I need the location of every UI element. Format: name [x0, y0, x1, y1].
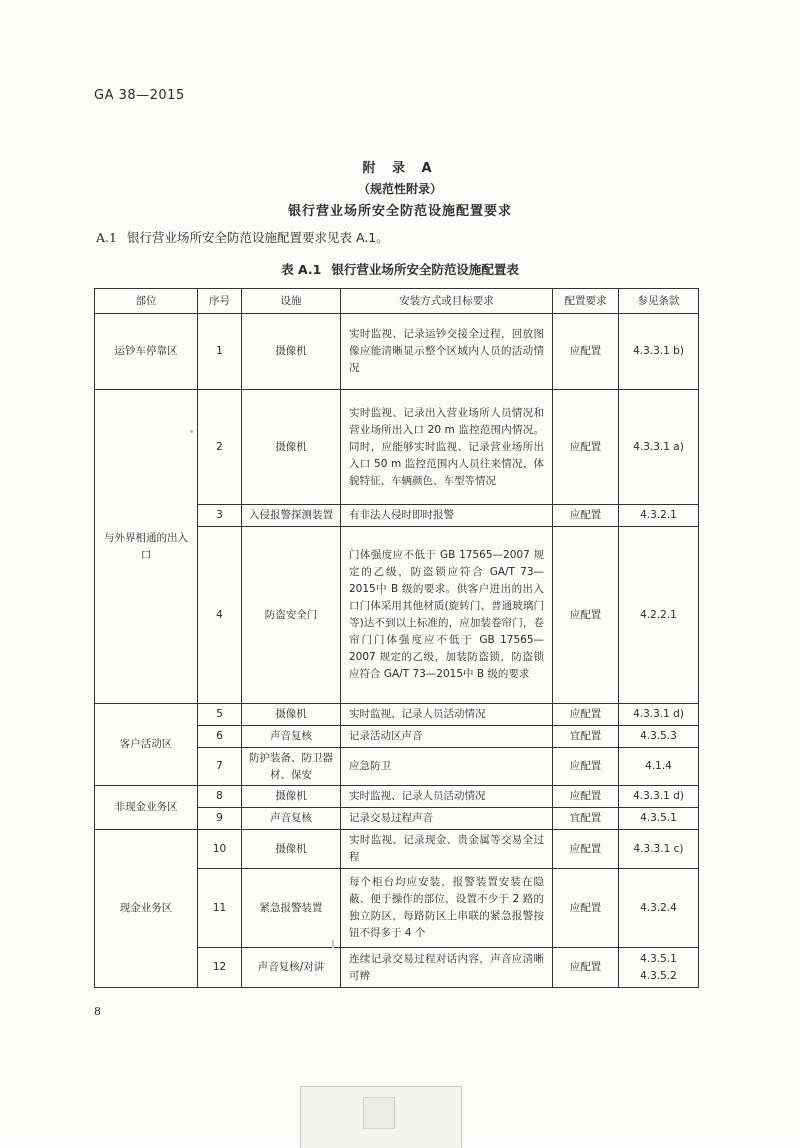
reference-cell: 4.3.2.1 — [619, 505, 699, 527]
requirement-cell: 实时监视、记录运钞交接全过程，回放图像应能清晰显示整个区域内人员的活动情况 — [341, 314, 553, 390]
header-config: 配置要求 — [553, 289, 619, 314]
requirement-cell: 实时监视、记录人员活动情况 — [341, 786, 553, 808]
number-cell: 1 — [198, 314, 242, 390]
table-caption — [0, 260, 800, 278]
requirement-cell: 实时监视、记录人员活动情况 — [341, 704, 553, 726]
header-reference: 参见条款 — [619, 289, 699, 314]
appendix-subtitle: （规范性附录） — [357, 182, 442, 196]
area-cell: 现金业务区 — [95, 830, 198, 988]
config-cell: 宜配置 — [553, 726, 619, 748]
requirement-cell: 连续记录交易过程对话内容，声音应清晰可辨 — [341, 948, 553, 988]
facility-cell: 摄像机 — [242, 786, 341, 808]
reference-line: 4.3.5.2 — [640, 969, 677, 982]
table-row — [95, 830, 699, 869]
requirement-cell: 门体强度应不低于 GB 17565—2007 规定的乙级，防盗锁应符合 GA/T 73—2015中 B 级的要求。供客户进出的出入口门体采用其他材质(旋转门、普通玻璃门等)达不到以上标准的，应加装卷帘门，卷帘门门体强度应不低于 GB 17565—2007 规定的乙级，加装防盗锁，防盗锁应符合 GA/T 73—2015中 B 级的要求 — [341, 527, 553, 704]
table-row — [95, 314, 699, 390]
facility-cell: 紧急报警装置 — [242, 869, 341, 948]
reference-cell: 4.3.3.1 d) — [619, 786, 699, 808]
requirement-cell: 记录交易过程声音 — [341, 808, 553, 830]
table-row — [95, 704, 699, 726]
config-cell: 应配置 — [553, 869, 619, 948]
number-cell: 12 — [198, 948, 242, 988]
reference-cell: 4.3.3.1 d) — [619, 704, 699, 726]
number-cell: 9 — [198, 808, 242, 830]
reference-line: 4.3.5.1 — [640, 952, 677, 965]
table-header-row — [95, 289, 699, 314]
number-cell: 5 — [198, 704, 242, 726]
number-cell: 10 — [198, 830, 242, 869]
area-cell: 非现金业务区 — [95, 786, 198, 830]
reference-cell: 4.2.2.1 — [619, 527, 699, 704]
reference-cell: 4.3.5.1 — [619, 808, 699, 830]
reference-cell: 4.3.2.4 — [619, 869, 699, 948]
number-cell: 6 — [198, 726, 242, 748]
configuration-table — [94, 288, 699, 988]
facility-cell: 声音复核 — [242, 726, 341, 748]
requirement-cell: 应急防卫 — [341, 748, 553, 786]
number-cell: 3 — [198, 505, 242, 527]
facility-cell: 摄像机 — [242, 830, 341, 869]
requirement-cell: 实时监视、记录现金、贵金属等交易全过程 — [341, 830, 553, 869]
config-cell: 应配置 — [553, 505, 619, 527]
reference-cell — [619, 948, 699, 988]
scanner-artifact-inner — [363, 1097, 395, 1129]
area-cell: 运钞车停靠区 — [95, 314, 198, 390]
number-cell: 7 — [198, 748, 242, 786]
header-number: 序号 — [198, 289, 242, 314]
reference-cell: 4.3.5.3 — [619, 726, 699, 748]
clause-text: 银行营业场所安全防范设施配置要求见表 A.1。 — [126, 230, 389, 245]
reference-cell: 4.1.4 — [619, 748, 699, 786]
standard-code: GA 38—2015 — [94, 88, 185, 103]
reference-cell: 4.3.3.1 b) — [619, 314, 699, 390]
config-cell: 应配置 — [553, 704, 619, 726]
requirement-cell: 记录活动区声音 — [341, 726, 553, 748]
number-cell: 4 — [198, 527, 242, 704]
reference-cell: 4.3.3.1 c) — [619, 830, 699, 869]
facility-cell: 声音复核/对讲 — [242, 948, 341, 988]
area-cell: 与外界相通的出入口 — [95, 390, 198, 704]
config-cell: 应配置 — [553, 748, 619, 786]
config-cell: 应配置 — [553, 948, 619, 988]
config-cell: 应配置 — [553, 314, 619, 390]
header-facility: 设施 — [242, 289, 341, 314]
facility-cell: 防盗安全门 — [242, 527, 341, 704]
appendix-heading: 银行营业场所安全防范设施配置要求 — [287, 204, 512, 219]
number-cell: 11 — [198, 869, 242, 948]
requirement-cell: 每个柜台均应安装，报警装置安装在隐蔽、便于操作的部位，设置不少于 2 路的独立防区，每路防区上串联的紧急报警按钮不得多于 4 个 — [341, 869, 553, 948]
facility-cell: 摄像机 — [242, 314, 341, 390]
page-number: 8 — [94, 1005, 101, 1018]
config-cell: 应配置 — [553, 830, 619, 869]
config-cell: 应配置 — [553, 786, 619, 808]
facility-cell: 防护装备、防卫器材、保安 — [242, 748, 341, 786]
scan-speck — [190, 430, 193, 433]
table-caption-number: 表 A.1 — [281, 262, 322, 277]
header-requirement: 安装方式或目标要求 — [341, 289, 553, 314]
facility-cell: 声音复核 — [242, 808, 341, 830]
facility-cell: 入侵报警探测装置 — [242, 505, 341, 527]
appendix-title: 附 录 A — [362, 161, 438, 176]
facility-cell: 摄像机 — [242, 390, 341, 505]
config-cell: 应配置 — [553, 527, 619, 704]
clause-number: A.1 — [96, 230, 117, 245]
facility-cell: 摄像机 — [242, 704, 341, 726]
table-row — [95, 390, 699, 505]
table-caption-title: 银行营业场所安全防范设施配置表 — [331, 262, 519, 277]
requirement-cell: 实时监视、记录出入营业场所人员情况和营业场所出入口 20 m 监控范围内情况。同时，应能够实时监视、记录营业场所出入口 50 m 监控范围内人员往来情况、体貌特征、车辆颜色、车型等情况 — [341, 390, 553, 505]
header-area: 部位 — [95, 289, 198, 314]
requirement-cell: 有非法人侵时即时报警 — [341, 505, 553, 527]
reference-cell: 4.3.3.1 a) — [619, 390, 699, 505]
config-cell: 应配置 — [553, 390, 619, 505]
scanner-artifact — [300, 1086, 462, 1148]
config-cell: 宜配置 — [553, 808, 619, 830]
scan-speck — [332, 940, 334, 948]
area-cell: 客户活动区 — [95, 704, 198, 786]
number-cell: 8 — [198, 786, 242, 808]
clause-a1 — [96, 228, 389, 246]
table-row — [95, 786, 699, 808]
number-cell: 2 — [198, 390, 242, 505]
